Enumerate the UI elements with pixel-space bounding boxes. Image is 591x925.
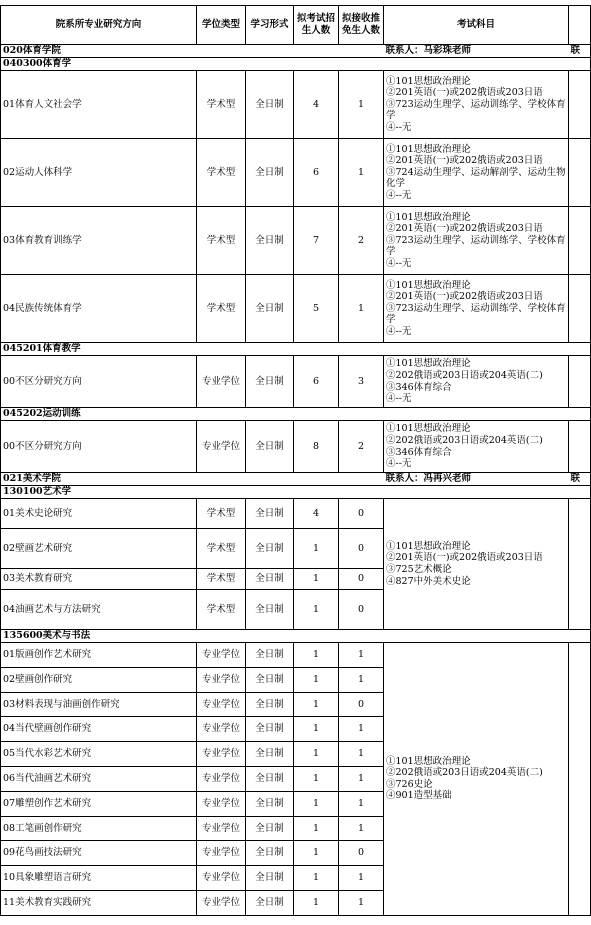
college-name: 020体育学院 [1,45,384,58]
degree-cell: 专业学位 [197,791,246,816]
college-contact-cutoff: 联 [569,473,591,486]
direction-cell: 01美术史论研究 [1,499,197,529]
table-header [1,6,591,45]
mode-cell: 全日制 [246,207,294,275]
table-row [1,643,591,668]
degree-cell: 学术型 [197,139,246,207]
exempt-cell: 1 [339,866,384,891]
subjects-cell: ①101思想政治理论 ②201英语(一)或202俄语或203日语 ③725艺术概论 ④827中外美术史论 [384,499,569,630]
mode-cell: 全日制 [246,139,294,207]
exempt-cell: 0 [339,529,384,569]
direction-cell: 03美术教育研究 [1,569,197,590]
planned-cell: 6 [294,139,339,207]
direction-cell: 03体育教育训练学 [1,207,197,275]
direction-cell: 02壁画创作研究 [1,667,197,692]
table-row [1,207,591,275]
exempt-cell: 1 [339,791,384,816]
mode-cell: 全日制 [246,643,294,668]
direction-cell: 00不区分研究方向 [1,421,197,473]
planned-cell: 6 [294,356,339,408]
table-row [1,499,591,529]
planned-cell: 1 [294,529,339,569]
direction-cell: 00不区分研究方向 [1,356,197,408]
mode-cell: 全日制 [246,569,294,590]
mode-cell: 全日制 [246,841,294,866]
subjects-cell: ①101思想政治理论 ②202俄语或203日语或204英语(二) ③726史论 ④901造型基础 [384,643,569,916]
mode-cell: 全日制 [246,421,294,473]
degree-cell: 专业学位 [197,890,246,915]
college-row-sports [1,45,591,58]
header-cutoff [569,6,591,45]
subjects-cell: ①101思想政治理论 ②201英语(一)或202俄语或203日语 ③723运动生理学、运动训练学、学校体育学 ④--无 [384,207,569,275]
exempt-cell: 2 [339,207,384,275]
mode-cell: 全日制 [246,667,294,692]
arts-practice-rows [1,643,591,916]
degree-cell: 专业学位 [197,841,246,866]
exempt-cell: 0 [339,841,384,866]
mode-cell: 全日制 [246,816,294,841]
direction-cell: 05当代水彩艺术研究 [1,742,197,767]
degree-cell: 专业学位 [197,643,246,668]
direction-cell: 03材料表现与油画创作研究 [1,692,197,717]
exempt-cell: 1 [339,742,384,767]
degree-cell: 专业学位 [197,717,246,742]
subjects-cell: ①101思想政治理论 ②202俄语或203日语或204英语(二) ③346体育综合 ④--无 [384,421,569,473]
direction-cell: 08工笔画创作研究 [1,816,197,841]
planned-cell: 1 [294,890,339,915]
mode-cell: 全日制 [246,890,294,915]
degree-cell: 学术型 [197,590,246,630]
planned-cell: 7 [294,207,339,275]
subjects-cell: ①101思想政治理论 ②201英语(一)或202俄语或203日语 ③723运动生理学、运动训练学、学校体育学 ④--无 [384,71,569,139]
direction-cell: 09花鸟画技法研究 [1,841,197,866]
exempt-cell: 0 [339,590,384,630]
table-row [1,71,591,139]
mode-cell: 全日制 [246,866,294,891]
major-name: 040300体育学 [1,58,384,71]
mode-cell: 全日制 [246,275,294,343]
college-contact-cutoff: 联 [569,45,591,58]
exempt-cell: 1 [339,766,384,791]
direction-cell: 07雕塑创作艺术研究 [1,791,197,816]
header-degree-type: 学位类型 [197,6,246,45]
exempt-cell: 0 [339,692,384,717]
degree-cell: 专业学位 [197,692,246,717]
degree-cell: 专业学位 [197,866,246,891]
planned-cell: 4 [294,499,339,529]
college-contact: 联系人：冯再兴老师 [384,473,569,486]
table-row [1,356,591,408]
subjects-cell: ①101思想政治理论 ②201英语(一)或202俄语或203日语 ③724运动生理学、运动解剖学、运动生物化学 ④--无 [384,139,569,207]
degree-cell: 学术型 [197,569,246,590]
exempt-cell: 1 [339,275,384,343]
exempt-cell: 0 [339,499,384,529]
table-row [1,421,591,473]
planned-cell: 1 [294,692,339,717]
degree-cell: 专业学位 [197,816,246,841]
exempt-cell: 1 [339,717,384,742]
exempt-cell: 1 [339,816,384,841]
mode-cell: 全日制 [246,717,294,742]
direction-cell: 10具象雕塑语言研究 [1,866,197,891]
planned-cell: 8 [294,421,339,473]
major-name: 135600美术与书法 [1,630,384,643]
table-row [1,275,591,343]
planned-cell: 1 [294,742,339,767]
direction-cell: 06当代油画艺术研究 [1,766,197,791]
direction-cell: 01体育人文社会学 [1,71,197,139]
exempt-cell: 1 [339,71,384,139]
direction-cell: 11美术教育实践研究 [1,890,197,915]
major-row-130100 [1,486,591,499]
enrollment-table [0,5,591,916]
degree-cell: 专业学位 [197,421,246,473]
mode-cell: 全日制 [246,766,294,791]
planned-cell: 5 [294,275,339,343]
college-name: 021美术学院 [1,473,384,486]
direction-cell: 04油画艺术与方法研究 [1,590,197,630]
mode-cell: 全日制 [246,791,294,816]
subjects-cell: ①101思想政治理论 ②201英语(一)或202俄语或203日语 ③723运动生理学、运动训练学、学校体育学 ④--无 [384,275,569,343]
header-exempt-enroll: 拟接收推 免生人数 [339,6,384,45]
subjects-cell: ①101思想政治理论 ②202俄语或203日语或204英语(二) ③346体育综合 ④--无 [384,356,569,408]
degree-cell: 专业学位 [197,356,246,408]
degree-cell: 学术型 [197,499,246,529]
mode-cell: 全日制 [246,590,294,630]
direction-cell: 02壁画艺术研究 [1,529,197,569]
mode-cell: 全日制 [246,71,294,139]
direction-cell: 02运动人体科学 [1,139,197,207]
header-study-mode: 学习形式 [246,6,294,45]
planned-cell: 1 [294,590,339,630]
planned-cell: 4 [294,71,339,139]
mode-cell: 全日制 [246,692,294,717]
exempt-cell: 2 [339,421,384,473]
planned-cell: 1 [294,866,339,891]
direction-cell: 01版画创作艺术研究 [1,643,197,668]
exempt-cell: 1 [339,667,384,692]
college-row-arts [1,473,591,486]
planned-cell: 1 [294,667,339,692]
header-direction: 院系所专业研究方向 [1,6,197,45]
planned-cell: 1 [294,841,339,866]
mode-cell: 全日制 [246,529,294,569]
planned-cell: 1 [294,717,339,742]
degree-cell: 专业学位 [197,766,246,791]
planned-cell: 1 [294,791,339,816]
planned-cell: 1 [294,643,339,668]
degree-cell: 专业学位 [197,667,246,692]
degree-cell: 专业学位 [197,742,246,767]
degree-cell: 学术型 [197,207,246,275]
planned-cell: 1 [294,766,339,791]
table-row [1,139,591,207]
major-name: 045201体育教学 [1,343,384,356]
degree-cell: 学术型 [197,275,246,343]
major-row-045201 [1,343,591,356]
header-exam-subjects: 考试科目 [384,6,569,45]
degree-cell: 学术型 [197,71,246,139]
exempt-cell: 1 [339,139,384,207]
planned-cell: 1 [294,569,339,590]
major-name: 130100艺术学 [1,486,384,499]
mode-cell: 全日制 [246,742,294,767]
major-row-135600 [1,630,591,643]
degree-cell: 学术型 [197,529,246,569]
major-row-045202 [1,408,591,421]
exempt-cell: 3 [339,356,384,408]
exempt-cell: 1 [339,890,384,915]
direction-cell: 04当代壁画创作研究 [1,717,197,742]
exempt-cell: 0 [339,569,384,590]
planned-cell: 1 [294,816,339,841]
mode-cell: 全日制 [246,499,294,529]
direction-cell: 04民族传统体育学 [1,275,197,343]
major-name: 045202运动训练 [1,408,384,421]
mode-cell: 全日制 [246,356,294,408]
major-row-040300 [1,58,591,71]
college-contact: 联系人：马彩珠老师 [384,45,569,58]
header-planned-enroll: 拟考试招 生人数 [294,6,339,45]
exempt-cell: 1 [339,643,384,668]
